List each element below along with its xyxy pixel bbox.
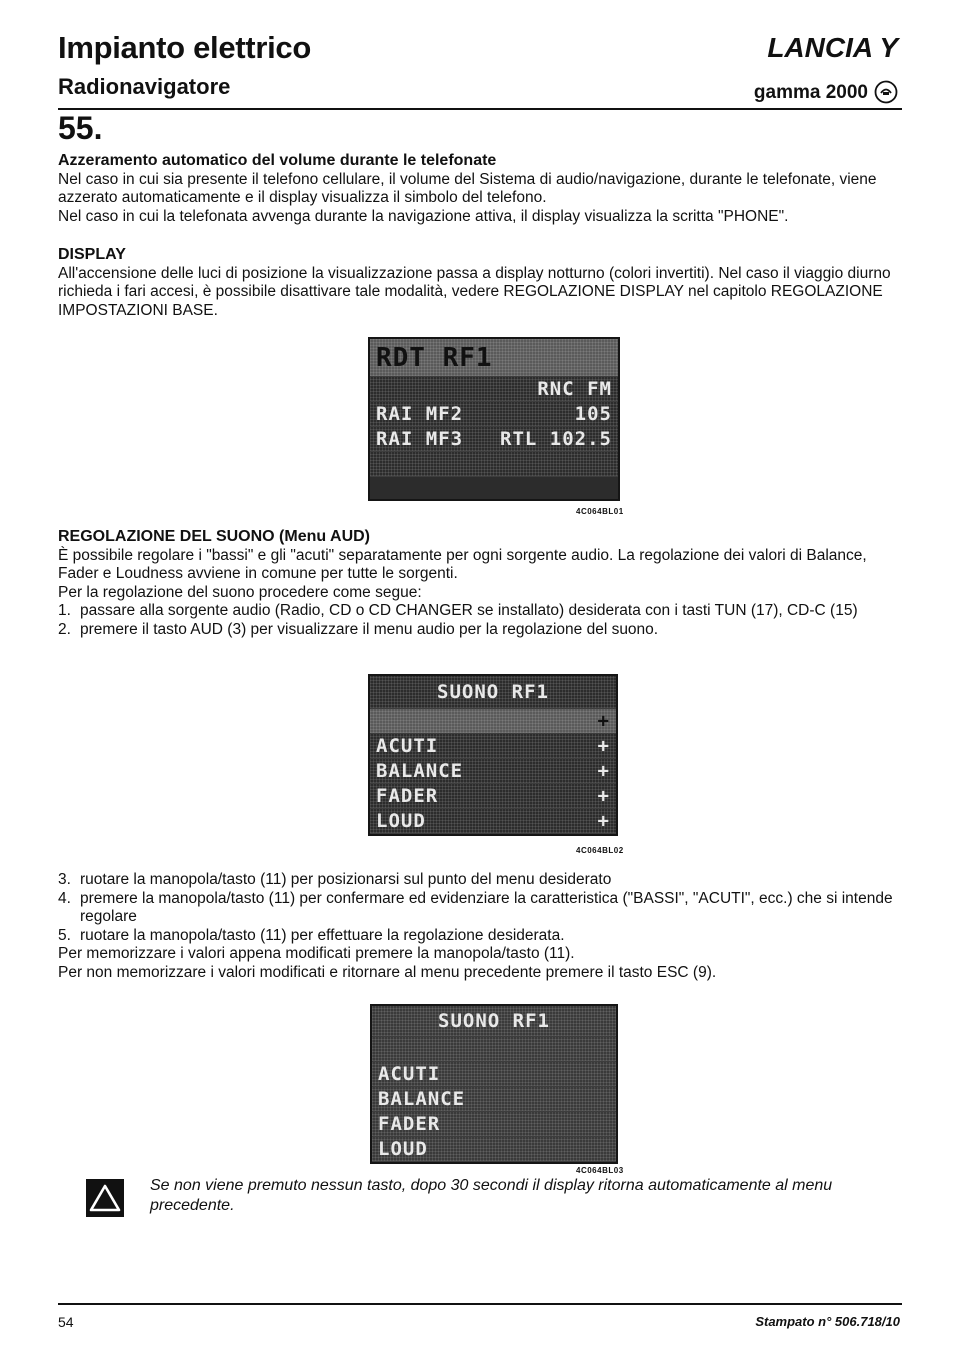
display-section [58, 246, 904, 320]
list-item: 3. ruotare la manopola/tasto (11) per posizionarsi sul punto del menu desiderato [58, 871, 612, 888]
lcd-row: + [370, 709, 616, 734]
page-number: 54 [58, 1314, 74, 1330]
volume-paragraph-2: Nel caso in cui la telefonata avvenga durante la navigazione attiva, il display visualizza la scritta "PHONE". [58, 207, 789, 225]
lcd-row: RDT RF1 [370, 339, 618, 377]
list-item: 4. premere la manopola/tasto (11) per confermare ed evidenziare la caratteristica ("BASSI", "ACUTI", ecc.) che si intende regolare [58, 889, 893, 925]
lcd-row: LOUD [372, 1137, 616, 1162]
footer-rule [58, 1303, 902, 1305]
lcd-row: ACUTI [372, 1062, 616, 1087]
warning-note: Se non viene premuto nessun tasto, dopo 30 secondi il display ritorna automaticamente al menu precedente. [150, 1177, 833, 1214]
volume-heading: Azzeramento automatico del volume durante le telefonate [58, 152, 497, 169]
print-reference: Stampato n° 506.718/10 [755, 1314, 900, 1329]
display-figure-1 [368, 337, 620, 501]
header-rule [58, 108, 902, 110]
lcd-row: ACUTI + [370, 734, 616, 759]
list-item: 1. passare alla sorgente audio (Radio, CD o CD CHANGER se installato) desiderata con i tasti TUN (17), CD-C (15) [58, 602, 858, 619]
sound-heading: REGOLAZIONE DEL SUONO (Menu AUD) [58, 528, 370, 545]
warning-icon [86, 1179, 124, 1217]
lcd-row: RAI MF3 RTL 102.5 [370, 427, 618, 452]
header-range: gamma 2000 [753, 82, 868, 103]
range-icon [874, 80, 898, 104]
display-paragraph: All'accensione delle luci di posizione la visualizzazione passa a display notturno (colori invertiti). Nel caso il viaggio diurno richieda i fari accesi, è possibile disattivare tale modalità, vedere REGOLAZIONE DISPLAY nel capitolo REGOLAZIONE IMPOSTAZIONI BASE. [58, 264, 891, 319]
header-title: Impianto elettrico [58, 30, 311, 65]
lcd-row [372, 1037, 616, 1062]
header-subtitle: Radionavigatore [58, 74, 231, 99]
display-heading: DISPLAY [58, 246, 126, 263]
volume-paragraph-1: Nel caso in cui sia presente il telefono cellulare, il volume del Sistema di audio/navigazione, durante le telefonate, viene azzerato automaticamente e il display visualizza il simbolo del telefono. [58, 170, 877, 206]
lcd-row [370, 452, 618, 477]
list-item: 5. ruotare la manopola/tasto (11) per effettuare la regolazione desiderata. [58, 926, 565, 944]
lcd-row: RAI MF2 105 [370, 402, 618, 427]
sound-paragraph-1: È possibile regolare i "bassi" e gli "acuti" separatamente per ogni sorgente audio. La regolazione dei valori di Balance, Fader e Loudness avviene in comune per tutte le sorgenti. [58, 546, 867, 582]
sound-paragraph-2: Per la regolazione del suono procedere come segue: [58, 583, 422, 601]
figure-3-caption: 4C064BL03 [576, 1166, 624, 1175]
lcd-row: LOUD + [370, 809, 616, 834]
header-brand: LANCIA Y [767, 32, 898, 63]
lcd-row: FADER [372, 1112, 616, 1137]
list-item: 2. premere il tasto AUD (3) per visualizzare il menu audio per la regolazione del suono. [58, 620, 659, 638]
display-figure-2 [368, 674, 618, 836]
sound-section [58, 528, 904, 639]
lcd-row: BALANCE + [370, 759, 616, 784]
sound-steps-continued [58, 871, 904, 982]
volume-section [58, 152, 904, 226]
lcd-row: RNC FM [370, 377, 618, 402]
lcd-row: SUONO RF1 [370, 676, 616, 709]
sound-paragraph-4: Per non memorizzare i valori modificati e ritornare al menu precedente premere il tasto ESC (9). [58, 963, 717, 981]
lcd-row: FADER + [370, 784, 616, 809]
lcd-row: SUONO RF1 [372, 1006, 616, 1037]
sound-paragraph-3: Per memorizzare i valori appena modificati premere la manopola/tasto (11). [58, 945, 575, 962]
section-number: 55. [58, 110, 103, 146]
figure-1-caption: 4C064BL01 [576, 507, 624, 516]
figure-2-caption: 4C064BL02 [576, 846, 624, 855]
lcd-row: BALANCE [372, 1087, 616, 1112]
display-figure-3 [370, 1004, 618, 1164]
